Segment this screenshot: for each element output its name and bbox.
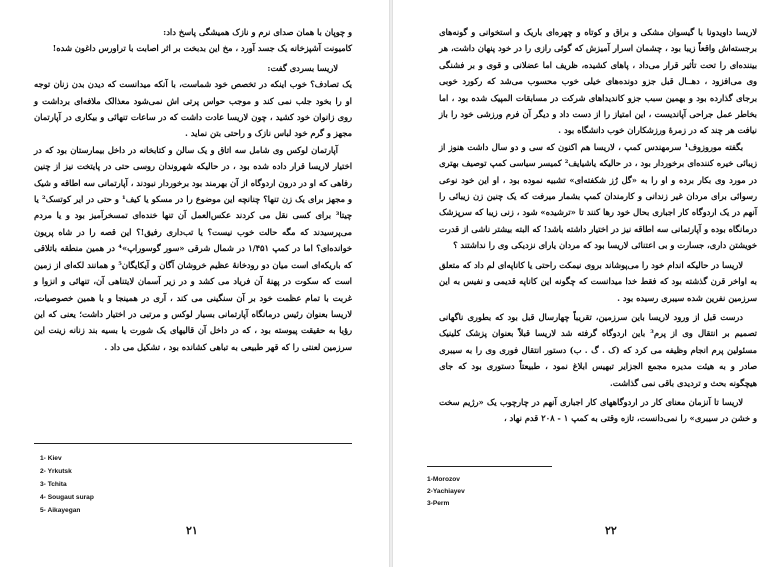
footnote-rule <box>34 443 352 444</box>
right-page-body <box>439 24 757 427</box>
page-number: ۲۲ <box>605 524 617 537</box>
footnotes <box>427 474 465 510</box>
paragraph: آپارتمان لوکس وی شامل سه اتاق و یک سالن و کتابخانه در داخل بیمارستان بود که در اختیار لاریسا قرار داده شده بود ، در حالیکه شهروندان روسی حتی در پایتخت نیز از چنین رفاهی که او در درون اردوگاه از آن بهرمند بود برخوردار نبودند ، آپارتمانی سه اطاقه و شیک و مجهز برای یک زن تنها؟ چنانچه این موضوع را در مسکو یا کیف¹ و حتی در ایر کوتسک² یا چیتا³ برای کسی نقل می کردند عکس‌العمل آن تنها خنده‌ای تمسخرآمیز بود و یا مردم می‌پرسیدند که مگه حالت خوب نیست؟ یا تب‌داری رفیق!؟ این قصه را در شاه پریون خوانده‌ای؟ اما در کمپ ۱/۴۵۱ در شمال شرقی «سور گوسوراپ»⁴ در همین منطقه باتلاقی که باریکه‌ای است میان دو رودخانهٔ عظیم خروشان آگان و آیکایگان⁵ و همانند لکه‌ای از زمین است که سکوت در پهنهٔ آن فریاد می کشد و در زیر آسمان لایتناهی آن، تنهائی و انزوا و غربت با تمام عظمت خود بر آن سنگینی می کند ، آری در همینجا و با همین خصوصیات، لاریسا بعنوان رئیس درمانگاه آپارتمانی بسیار لوکس و مرتبی در اختیار داشت؛ یعنی که این رؤیا به حقیقت پیوسته بود ، که در داخل آن قالیهای یک شورت یا بسیه بند زنانه زینت این سرزمین لعنتی را که قهر طبیعی به تباهی کشانده بود ، تشکیل می داد . <box>34 144 353 352</box>
footnote: 3- Tchita <box>40 481 67 488</box>
paragraph: لاریسا در حالیکه اندام خود را می‌پوشاند بروی نیمکت راحتی یا کاناپه‌ای لم داد که متعلق به اواخر قرن گذشته بود که فقط خدا میدانست که چگونه این کاناپه قدیمی و نفیس به این سرزمین نفرین شده سیبری رسیده بود . <box>439 259 757 303</box>
footnote: 4- Sougaut surap <box>40 494 94 501</box>
paragraph: درست قبل از ورود لاریسا باین سرزمین، تقریباً چهارسال قبل بود که بطوری ناگهانی تصمیم بر انتقال وی از پرم³ باین اردوگاه گرفته شد لاریسا قبلاً بعنوان پزشک کلینیک مسئولین پرم انجام وظیفه می کرد که (ک . گ . ب) دستور انتقال فوری وی را به سیبری صادر و به هیئت مدیره مجمع الجزایر تبهیس ابلاغ نمود ، طبیعتاً دستوری بود که جای هیچگونه بحث و تردیدی باقی نمی گذاشت. <box>439 311 757 388</box>
paragraph: لاریسا بسردی گفت: <box>267 62 338 73</box>
footnote-rule <box>427 466 552 467</box>
paragraph: لاریسا تا آنزمان معنای کار در اردوگاههای کار اجباری آنهم در چارچوب یک «رژیم سخت و خشن در سیبری» را نمی‌دانست، تازه وقتی به کمپ ۱ - ۲۰۸ قدم نهاد ، <box>439 396 757 424</box>
right-page <box>393 0 782 567</box>
paragraph: یک تصادف؟ خوب اینکه در تخصص خود شماست، با آنکه میدانست که دیدن بدن زنان توجه او را بخود جلب نمی کند و موجب حواس پرتی اش نمی‌شود معذالک ملافه‌ای برداشت و روی زانوان خود کشید ، چون لاریسا عادت داشت که در ساعات تنهائی و بیکاری در آپارتمان مجهز و گرم خود لباس نازک و راحتی بتن نماید . <box>34 79 352 139</box>
footnotes <box>40 452 94 517</box>
footnote: 2-Yachiayev <box>427 488 465 495</box>
footnote: 3-Perm <box>427 500 450 507</box>
paragraph: بگفته موروزوف¹ سرمهندس کمپ ، لاریسا هم اکنون که سی و دو سال داشت هنوز از زیبائی خیره کننده‌ای برخوردار بود ، در حالیکه یاشیایف² کمیسر سیاسی کمپ توصیف بهتری در مورد وی بکار برده و او را به «گل رُز شکفته‌ای» تشبیه نموده بود ، او این خود نوعی رسوائی برای مردان غیر زندانی و کارمندان کمپ بشمار میرفت که یک چنین زن زیبائی را آنهم در یک اردوگاه کار اجباری بحال خود رها کنند تا «ترشیده» شود ، زنی زیبا که سرپزشک درمانگاه بوده و آپارتمانی سه اطاقه نیز در اختیار داشته باشد! که البته بیشتر ناشی از قدرت خویشتن داری، جسارت و بی اعتنائی لاریسا بود که مردان یارای نزدیکی وی را نداشتند ؟ <box>439 141 758 251</box>
paragraph: و چوپان با همان صدای نرم و نازک همیشگی پاسخ داد: <box>163 27 352 37</box>
footnote: 5- Aikayegan <box>40 507 81 514</box>
paragraph: لاریسا داویدونا با گیسوان مشکی و براق و کوتاه و چهره‌ای باریک و استخوانی و گونه‌های برجسته‌اش واقعاً زیبا بود ، چشمان اسرار آمیزش که گوئی رازی را در خود پنهان داشت، هر بیننده‌ای را تحت تأثیر قرار می‌داد ، پاهای کشیده، ظریف اما عضلانی و قوی و بر فشنگی وی می‌افزود ، دهــال قبل جزو دونده‌های خیلی خوب محسوب می‌شد که رکورد خوبی برجای گذارده بود و بهمین سبب جزو کاندیداهای شرکت در مسابقات المپیک شده بود ، اما بخاطر عمل جراحی آپاندیست ، این امتیاز را از دست داد و دیگر آن فرم ورزشی خود را باز نیافت هر چند که در زمرهٔ ورزشکاران خوب دانشگاه بود . <box>439 27 757 136</box>
footnote: 2- Yrkutsk <box>40 468 72 475</box>
left-page <box>0 0 389 567</box>
left-page-body <box>34 24 352 355</box>
footnote: 1-Morozov <box>427 476 460 483</box>
paragraph: کامیونت آشپزخانه یک جسد آورد ، مخ این بدبخت بر اثر اصابت با تراورس داغون شده! <box>52 43 352 54</box>
footnote: 1- Kiev <box>40 455 62 462</box>
page-number: ۲۱ <box>186 524 198 537</box>
